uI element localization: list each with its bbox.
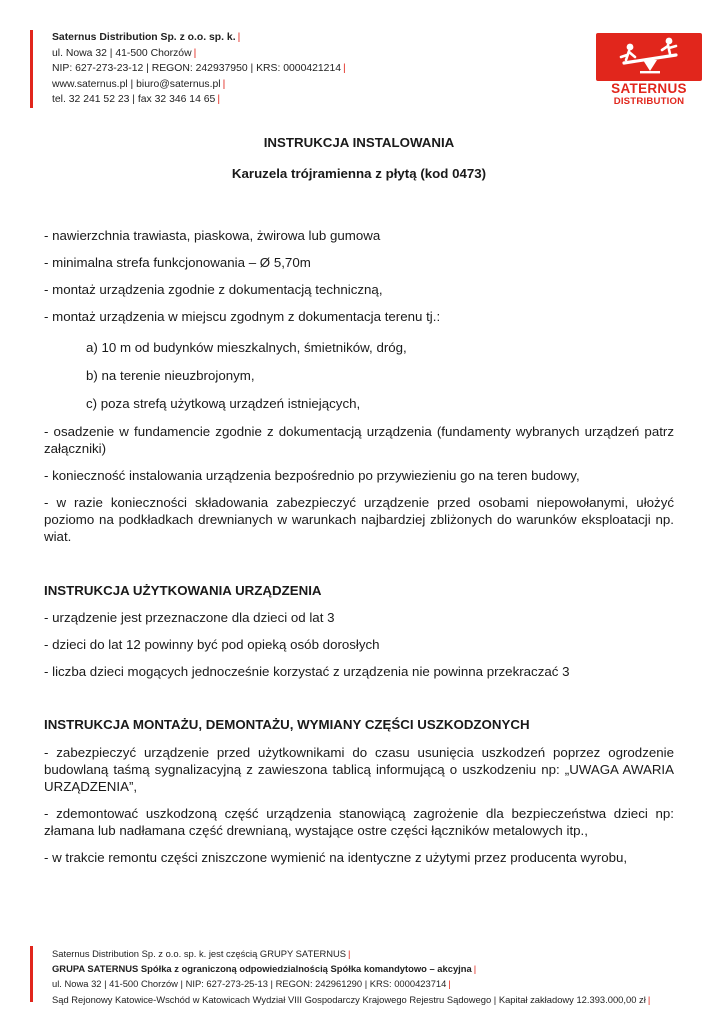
- letterhead: [30, 30, 630, 108]
- company-details: [52, 30, 630, 108]
- footer-line: [52, 976, 700, 991]
- footer-line: [52, 946, 700, 961]
- separator: |: [222, 78, 226, 90]
- list-item: - urządzenie jest przeznaczone dla dzieci od lat 3: [44, 610, 335, 625]
- company-address: ul. Nowa 32 | 41-500 Chorzów: [52, 47, 192, 59]
- company-name-line: [52, 30, 630, 46]
- group-membership: Saternus Distribution Sp. z o.o. sp. k. jest częścią GRUPY SATERNUS: [52, 948, 347, 959]
- footer-line: [52, 992, 700, 1007]
- list-item: - w razie konieczności składowania zabezpieczyć urządzenie przed osobami niepowołanymi, ułożyć poziomo na podkładkach drewnianych w warunkach najbardziej zbliżonych do warunków eksploatacji np. wiat.: [44, 495, 674, 544]
- document-subtitle: Karuzela trójramienna z płytą (kod 0473): [231, 166, 487, 181]
- list-item: - konieczność instalowania urządzenia bezpośrednio po przywiezieniu go na teren budowy,: [44, 468, 580, 483]
- logo-badge: [596, 33, 702, 81]
- logo-tagline: DISTRIBUTION: [613, 96, 685, 107]
- list-item: - osadzenie w fundamencie zgodnie z dokumentacją urządzenia (fundamenty wybranych urządzeń patrz załączniki): [44, 424, 674, 456]
- seesaw-icon: [596, 33, 702, 81]
- header-accent-bar: [30, 30, 33, 108]
- list-subitem: a) 10 m od budynków mieszkalnych, śmietników, dróg,: [86, 340, 407, 355]
- list-item: - liczba dzieci mogących jednocześnie korzystać z urządzenia nie powinna przekraczać 3: [44, 664, 570, 679]
- separator: |: [448, 978, 451, 990]
- company-phone: tel. 32 241 52 23 | fax 32 346 14 65: [52, 94, 216, 106]
- separator: |: [343, 63, 346, 75]
- list-subitem: c) poza strefą użytkową urządzeń istniejących,: [86, 396, 361, 411]
- list-subitem: b) na terenie nieuzbrojonym,: [86, 368, 255, 383]
- list-item: - zdemontować uszkodzoną część urządzenia stanowiącą zagrożenie dla bezpieczeństwa dzieci np: złamana lub nadłamana część drewnianą, wystające ostre części łączników metalowych itp.,: [44, 806, 674, 838]
- footer-line: [52, 961, 700, 976]
- logo-wordmark: SATERNUS: [611, 81, 687, 96]
- address-line: [52, 46, 630, 62]
- usage-section-title: INSTRUKCJA UŻYTKOWANIA URZĄDZENIA: [44, 583, 322, 598]
- repair-section-title: INSTRUKCJA MONTAŻU, DEMONTAŻU, WYMIANY CZĘŚCI USZKODZONYCH: [44, 717, 530, 732]
- list-item: - minimalna strefa funkcjonowania – Ø 5,70m: [44, 255, 311, 270]
- page-footer: [30, 946, 700, 1007]
- company-web: www.saternus.pl | biuro@saternus.pl: [52, 78, 221, 90]
- separator: |: [473, 963, 477, 975]
- list-item: - montaż urządzenia zgodnie z dokumentacją techniczną,: [44, 282, 383, 297]
- group-company-name: GRUPA SATERNUS Spółka z ograniczoną odpowiedzialnością Spółka komandytowo – akcyjna: [52, 963, 472, 975]
- web-line: [52, 77, 630, 93]
- separator: |: [647, 993, 651, 1005]
- phone-line: [52, 92, 630, 108]
- saternus-logo: [596, 33, 702, 109]
- group-address-ids: ul. Nowa 32 | 41-500 Chorzów | NIP: 627-273-25-13 | REGON: 242961290 | KRS: 0000423714: [52, 978, 447, 990]
- court-registry: Sąd Rejonowy Katowice-Wschód w Katowicach Wydział VIII Gospodarczy Krajowego Rejestru Sądowego | Kapitał zakładowy 12.393.000,00 zł: [52, 993, 646, 1005]
- separator: |: [237, 32, 241, 43]
- list-item: - w trakcie remontu części zniszczone wymienić na identyczne z użytymi przez producenta wyrobu,: [44, 850, 628, 865]
- footer-accent-bar: [30, 946, 33, 1002]
- footer-details: [52, 946, 700, 1007]
- separator: |: [348, 948, 351, 959]
- list-item: - dzieci do lat 12 powinny być pod opieką osób dorosłych: [44, 637, 380, 652]
- ids-line: [52, 61, 630, 77]
- company-ids: NIP: 627-273-23-12 | REGON: 242937950 | KRS: 0000421214: [52, 63, 342, 75]
- company-name: Saternus Distribution Sp. z o.o. sp. k.: [52, 32, 236, 43]
- list-item: - zabezpieczyć urządzenie przed użytkownikami do czasu usunięcia uszkodzeń poprzez ogrodzenie budowlaną taśmą sygnalizacyjną z zawieszona tablicą informującą o uszkodzeniu np: „UWAGA AWARIA URZĄDZENIA”,: [44, 745, 674, 794]
- document-body: [44, 134, 674, 866]
- list-item: - nawierzchnia trawiasta, piaskowa, żwirowa lub gumowa: [44, 228, 381, 243]
- separator: |: [193, 47, 197, 59]
- document-title: INSTRUKCJA INSTALOWANIA: [263, 135, 455, 150]
- list-item: - montaż urządzenia w miejscu zgodnym z dokumentacja terenu tj.:: [44, 309, 441, 324]
- separator: |: [217, 94, 221, 106]
